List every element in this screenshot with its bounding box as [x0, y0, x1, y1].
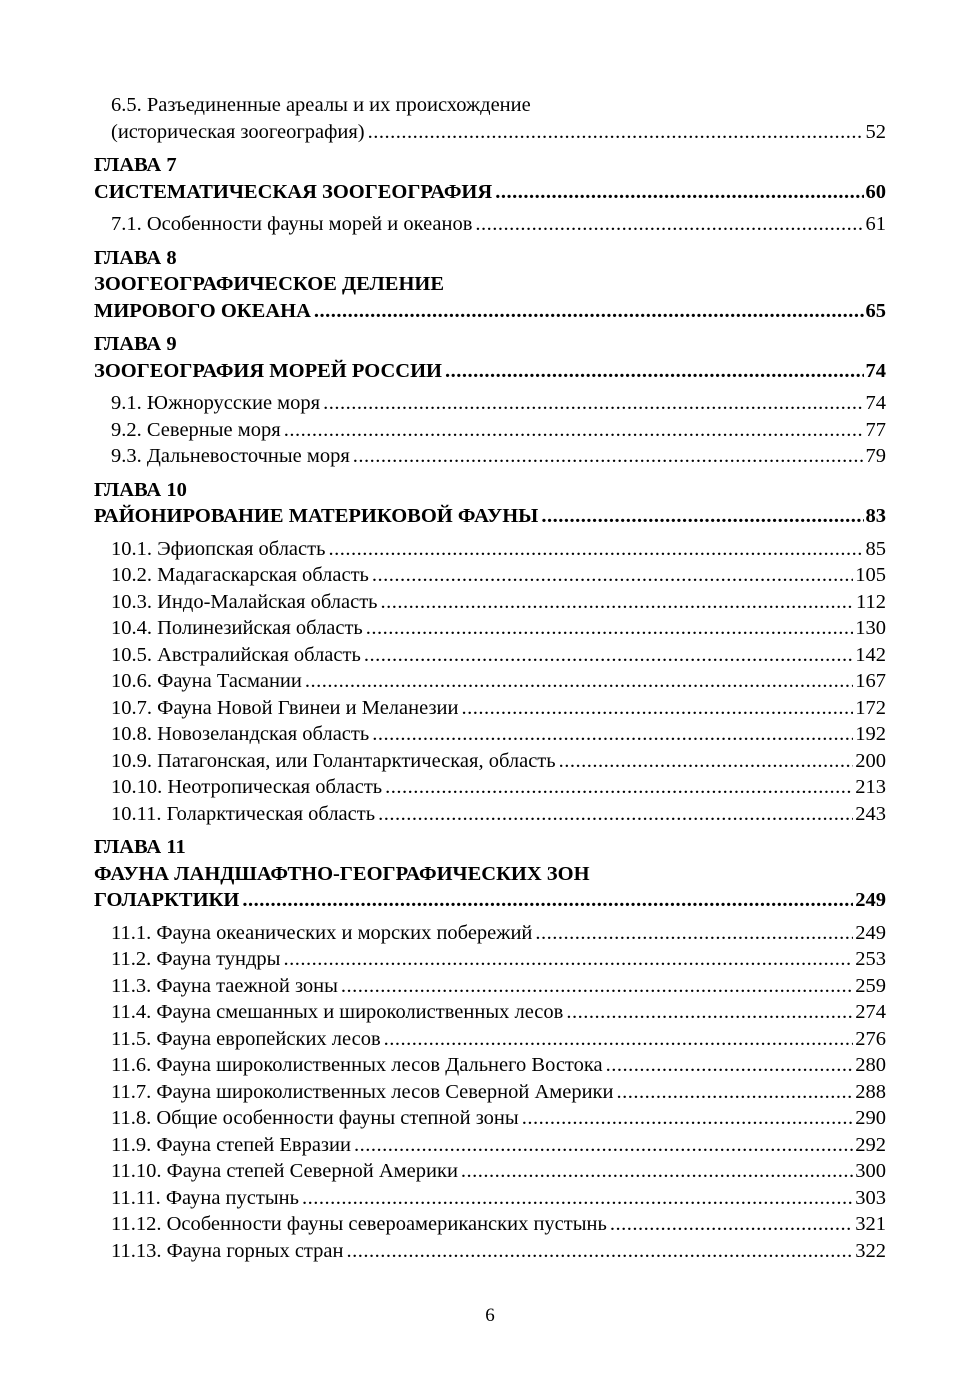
- toc-item-text: 10.10. Неотропическая область: [111, 776, 383, 798]
- toc-item[interactable]: [94, 1158, 886, 1185]
- chapter-7-items: [94, 211, 886, 238]
- dot-leader: [384, 1026, 854, 1053]
- chapter-title: РАЙОНИРОВАНИЕ МАТЕРИКОВОЙ ФАУНЫ: [94, 505, 539, 527]
- toc-item-page: 77: [865, 418, 886, 441]
- dot-leader: [461, 1158, 853, 1185]
- chapter-title-line1: ЗООГЕОГРАФИЧЕСКОЕ ДЕЛЕНИЕ: [94, 273, 445, 295]
- chapter-page: 74: [865, 359, 886, 382]
- toc-item-text: 11.13. Фауна горных стран: [111, 1239, 344, 1262]
- dot-leader: [566, 999, 853, 1026]
- toc-item-page: 288: [855, 1080, 886, 1103]
- chapter-7: [94, 152, 886, 205]
- chapter-page: 65: [865, 299, 886, 322]
- toc-item-page: 253: [855, 948, 886, 970]
- toc-item-text: 11.9. Фауна степей Евразии: [111, 1133, 351, 1156]
- dot-leader: [314, 298, 864, 325]
- dot-leader: [495, 179, 863, 206]
- chapter-9-items: [94, 390, 886, 470]
- dot-leader: [381, 589, 854, 616]
- toc-item-text: 10.8. Новозеландская область: [111, 723, 370, 745]
- toc-item-page: 276: [855, 1027, 886, 1050]
- toc-item-text: 10.1. Эфиопская область: [111, 537, 326, 560]
- toc-item[interactable]: [94, 668, 886, 695]
- toc-item[interactable]: [94, 642, 886, 669]
- toc-item-page: 167: [855, 670, 886, 692]
- dot-leader: [302, 1185, 853, 1212]
- toc-item[interactable]: [94, 920, 886, 947]
- toc-item[interactable]: [94, 1105, 886, 1132]
- dot-leader: [305, 668, 853, 695]
- chapter-label: ГЛАВА 8: [94, 246, 177, 269]
- dot-leader: [475, 211, 863, 238]
- toc-item[interactable]: [94, 443, 886, 470]
- dot-leader: [328, 536, 863, 563]
- toc-item-text: 11.7. Фауна широколиственных лесов Северной Америки: [111, 1080, 614, 1103]
- toc-item-page: 280: [855, 1054, 886, 1076]
- toc-item-page: 105: [855, 564, 886, 586]
- chapter-10: [94, 477, 886, 530]
- toc-item-text: 9.2. Северные моря: [111, 418, 281, 441]
- toc-item-6-5[interactable]: [94, 119, 886, 146]
- chapter-title-entry[interactable]: [94, 179, 886, 206]
- dot-leader: [366, 615, 853, 642]
- toc-item-text: 10.6. Фауна Тасмании: [111, 670, 302, 692]
- chapter-title-line1: ФАУНА ЛАНДШАФТНО-ГЕОГРАФИЧЕСКИХ ЗОН: [94, 862, 590, 885]
- toc-item[interactable]: [94, 695, 886, 722]
- toc-item-page: 172: [855, 696, 886, 719]
- toc-item-text: 11.8. Общие особенности фауны степной зоны: [111, 1107, 519, 1129]
- toc-item-page: 249: [855, 921, 886, 944]
- toc-item-page: 130: [855, 617, 886, 639]
- chapter-title-entry[interactable]: [94, 503, 886, 530]
- chapter-title: СИСТЕМАТИЧЕСКАЯ ЗООГЕОГРАФИЯ: [94, 180, 493, 203]
- toc-item-page: 274: [855, 1001, 886, 1023]
- dot-leader: [368, 119, 864, 146]
- chapter-page: 249: [855, 889, 886, 911]
- dot-leader: [522, 1105, 854, 1132]
- toc-item[interactable]: [94, 1052, 886, 1079]
- toc-item-page: 213: [855, 776, 886, 798]
- chapter-title-entry[interactable]: [94, 298, 886, 325]
- dot-leader: [353, 443, 864, 470]
- dot-leader: [354, 1132, 853, 1159]
- toc-item-6-5-line1: 6.5. Разъединенные ареалы и их происхождение: [111, 94, 531, 116]
- dot-leader: [372, 721, 853, 748]
- toc-item[interactable]: [94, 946, 886, 973]
- toc-item-text: (историческая зоогеография): [111, 120, 365, 143]
- toc-item[interactable]: [94, 721, 886, 748]
- toc-item-text: 11.6. Фауна широколиственных лесов Дальнего Востока: [111, 1054, 603, 1076]
- toc-item[interactable]: [94, 615, 886, 642]
- toc-item-page: 259: [855, 974, 886, 997]
- toc-item-page: 142: [855, 643, 886, 666]
- chapter-title: ЗООГЕОГРАФИЯ МОРЕЙ РОССИИ: [94, 359, 442, 382]
- chapter-title-entry[interactable]: [94, 358, 886, 385]
- chapter-page: 60: [865, 180, 886, 203]
- toc-item[interactable]: [94, 973, 886, 1000]
- toc-item-page: 61: [865, 213, 886, 235]
- toc-item[interactable]: [94, 417, 886, 444]
- toc-item-text: 9.1. Южнорусские моря: [111, 392, 321, 414]
- dot-leader: [535, 920, 853, 947]
- toc-item-text: 10.3. Индо-Малайская область: [111, 590, 378, 613]
- toc-item[interactable]: [94, 1185, 886, 1212]
- table-of-contents: [94, 92, 886, 1264]
- toc-item-page: 243: [855, 802, 886, 825]
- toc-item[interactable]: [94, 589, 886, 616]
- toc-item[interactable]: [94, 211, 886, 238]
- toc-item-text: 11.4. Фауна смешанных и широколиственных лесов: [111, 1001, 564, 1023]
- chapter-title: ГОЛАРКТИКИ: [94, 889, 240, 911]
- toc-item-page: 85: [865, 537, 886, 560]
- toc-item-text: 10.5. Австралийская область: [111, 643, 361, 666]
- toc-item-page: 192: [855, 723, 886, 745]
- toc-item-text: 11.1. Фауна океанических и морских побережий: [111, 921, 533, 944]
- toc-item-text: 11.5. Фауна европейских лесов: [111, 1027, 381, 1050]
- chapter-11: [94, 834, 886, 914]
- toc-item[interactable]: [94, 999, 886, 1026]
- toc-item-page: 303: [855, 1186, 886, 1209]
- toc-item-text: 11.11. Фауна пустынь: [111, 1186, 299, 1209]
- toc-item-text: 10.4. Полинезийская область: [111, 617, 363, 639]
- chapter-label: ГЛАВА 10: [94, 478, 187, 501]
- toc-item-text: 9.3. Дальневосточные моря: [111, 445, 350, 467]
- toc-item[interactable]: [94, 1132, 886, 1159]
- toc-item-text: 10.9. Патагонская, или Голантарктическая, область: [111, 749, 556, 772]
- dot-leader: [323, 390, 863, 417]
- toc-item-page: 79: [865, 445, 886, 467]
- toc-item-text: 10.7. Фауна Новой Гвинеи и Меланезии: [111, 696, 459, 719]
- toc-item[interactable]: [94, 801, 886, 828]
- chapter-label: ГЛАВА 11: [94, 836, 186, 858]
- dot-leader: [617, 1079, 854, 1106]
- toc-item[interactable]: [94, 390, 886, 417]
- dot-leader: [445, 358, 864, 385]
- dot-leader: [610, 1211, 853, 1238]
- toc-item-page: 290: [855, 1107, 886, 1129]
- page-number: 6: [485, 1305, 495, 1326]
- toc-item-text: 10.11. Голарктическая область: [111, 802, 376, 825]
- toc-item[interactable]: [94, 1238, 886, 1265]
- toc-item[interactable]: [94, 1211, 886, 1238]
- dot-leader: [541, 503, 863, 530]
- toc-item-text: 7.1. Особенности фауны морей и океанов: [111, 213, 473, 235]
- chapter-9: [94, 331, 886, 384]
- toc-item-page: 74: [865, 392, 886, 414]
- dot-leader: [462, 695, 854, 722]
- chapter-10-items: [94, 536, 886, 828]
- dot-leader: [341, 973, 853, 1000]
- dot-leader: [372, 562, 853, 589]
- dot-leader: [364, 642, 853, 669]
- chapter-title: МИРОВОГО ОКЕАНА: [94, 299, 311, 322]
- dot-leader: [346, 1238, 853, 1265]
- toc-item[interactable]: [94, 748, 886, 775]
- toc-item[interactable]: [94, 562, 886, 589]
- toc-item-page: 112: [856, 590, 886, 613]
- chapter-11-items: [94, 920, 886, 1265]
- dot-leader: [283, 946, 853, 973]
- toc-item-page: 292: [855, 1133, 886, 1156]
- toc-item-text: 11.12. Особенности фауны североамериканских пустынь: [111, 1213, 607, 1235]
- chapter-8: [94, 245, 886, 325]
- dot-leader: [242, 887, 853, 914]
- toc-item[interactable]: [94, 536, 886, 563]
- toc-item-text: 11.2. Фауна тундры: [111, 948, 281, 970]
- dot-leader: [284, 417, 864, 444]
- toc-item-page: 200: [855, 749, 886, 772]
- toc-item-page: 322: [855, 1239, 886, 1262]
- toc-item-text: 10.2. Мадагаскарская область: [111, 564, 369, 586]
- toc-item[interactable]: [94, 1026, 886, 1053]
- dot-leader: [559, 748, 854, 775]
- toc-item-page: 52: [865, 120, 886, 143]
- chapter-label: ГЛАВА 9: [94, 333, 177, 355]
- chapter-title-entry[interactable]: [94, 887, 886, 914]
- chapter-label: ГЛАВА 7: [94, 154, 177, 176]
- toc-item-text: 11.10. Фауна степей Северной Америки: [111, 1160, 458, 1182]
- toc-item-text: 11.3. Фауна таежной зоны: [111, 974, 338, 997]
- toc-item[interactable]: [94, 774, 886, 801]
- dot-leader: [385, 774, 853, 801]
- chapter-page: 83: [865, 505, 886, 527]
- toc-item-page: 300: [855, 1160, 886, 1182]
- dot-leader: [378, 801, 853, 828]
- toc-item-page: 321: [855, 1213, 886, 1235]
- dot-leader: [606, 1052, 854, 1079]
- toc-item[interactable]: [94, 1079, 886, 1106]
